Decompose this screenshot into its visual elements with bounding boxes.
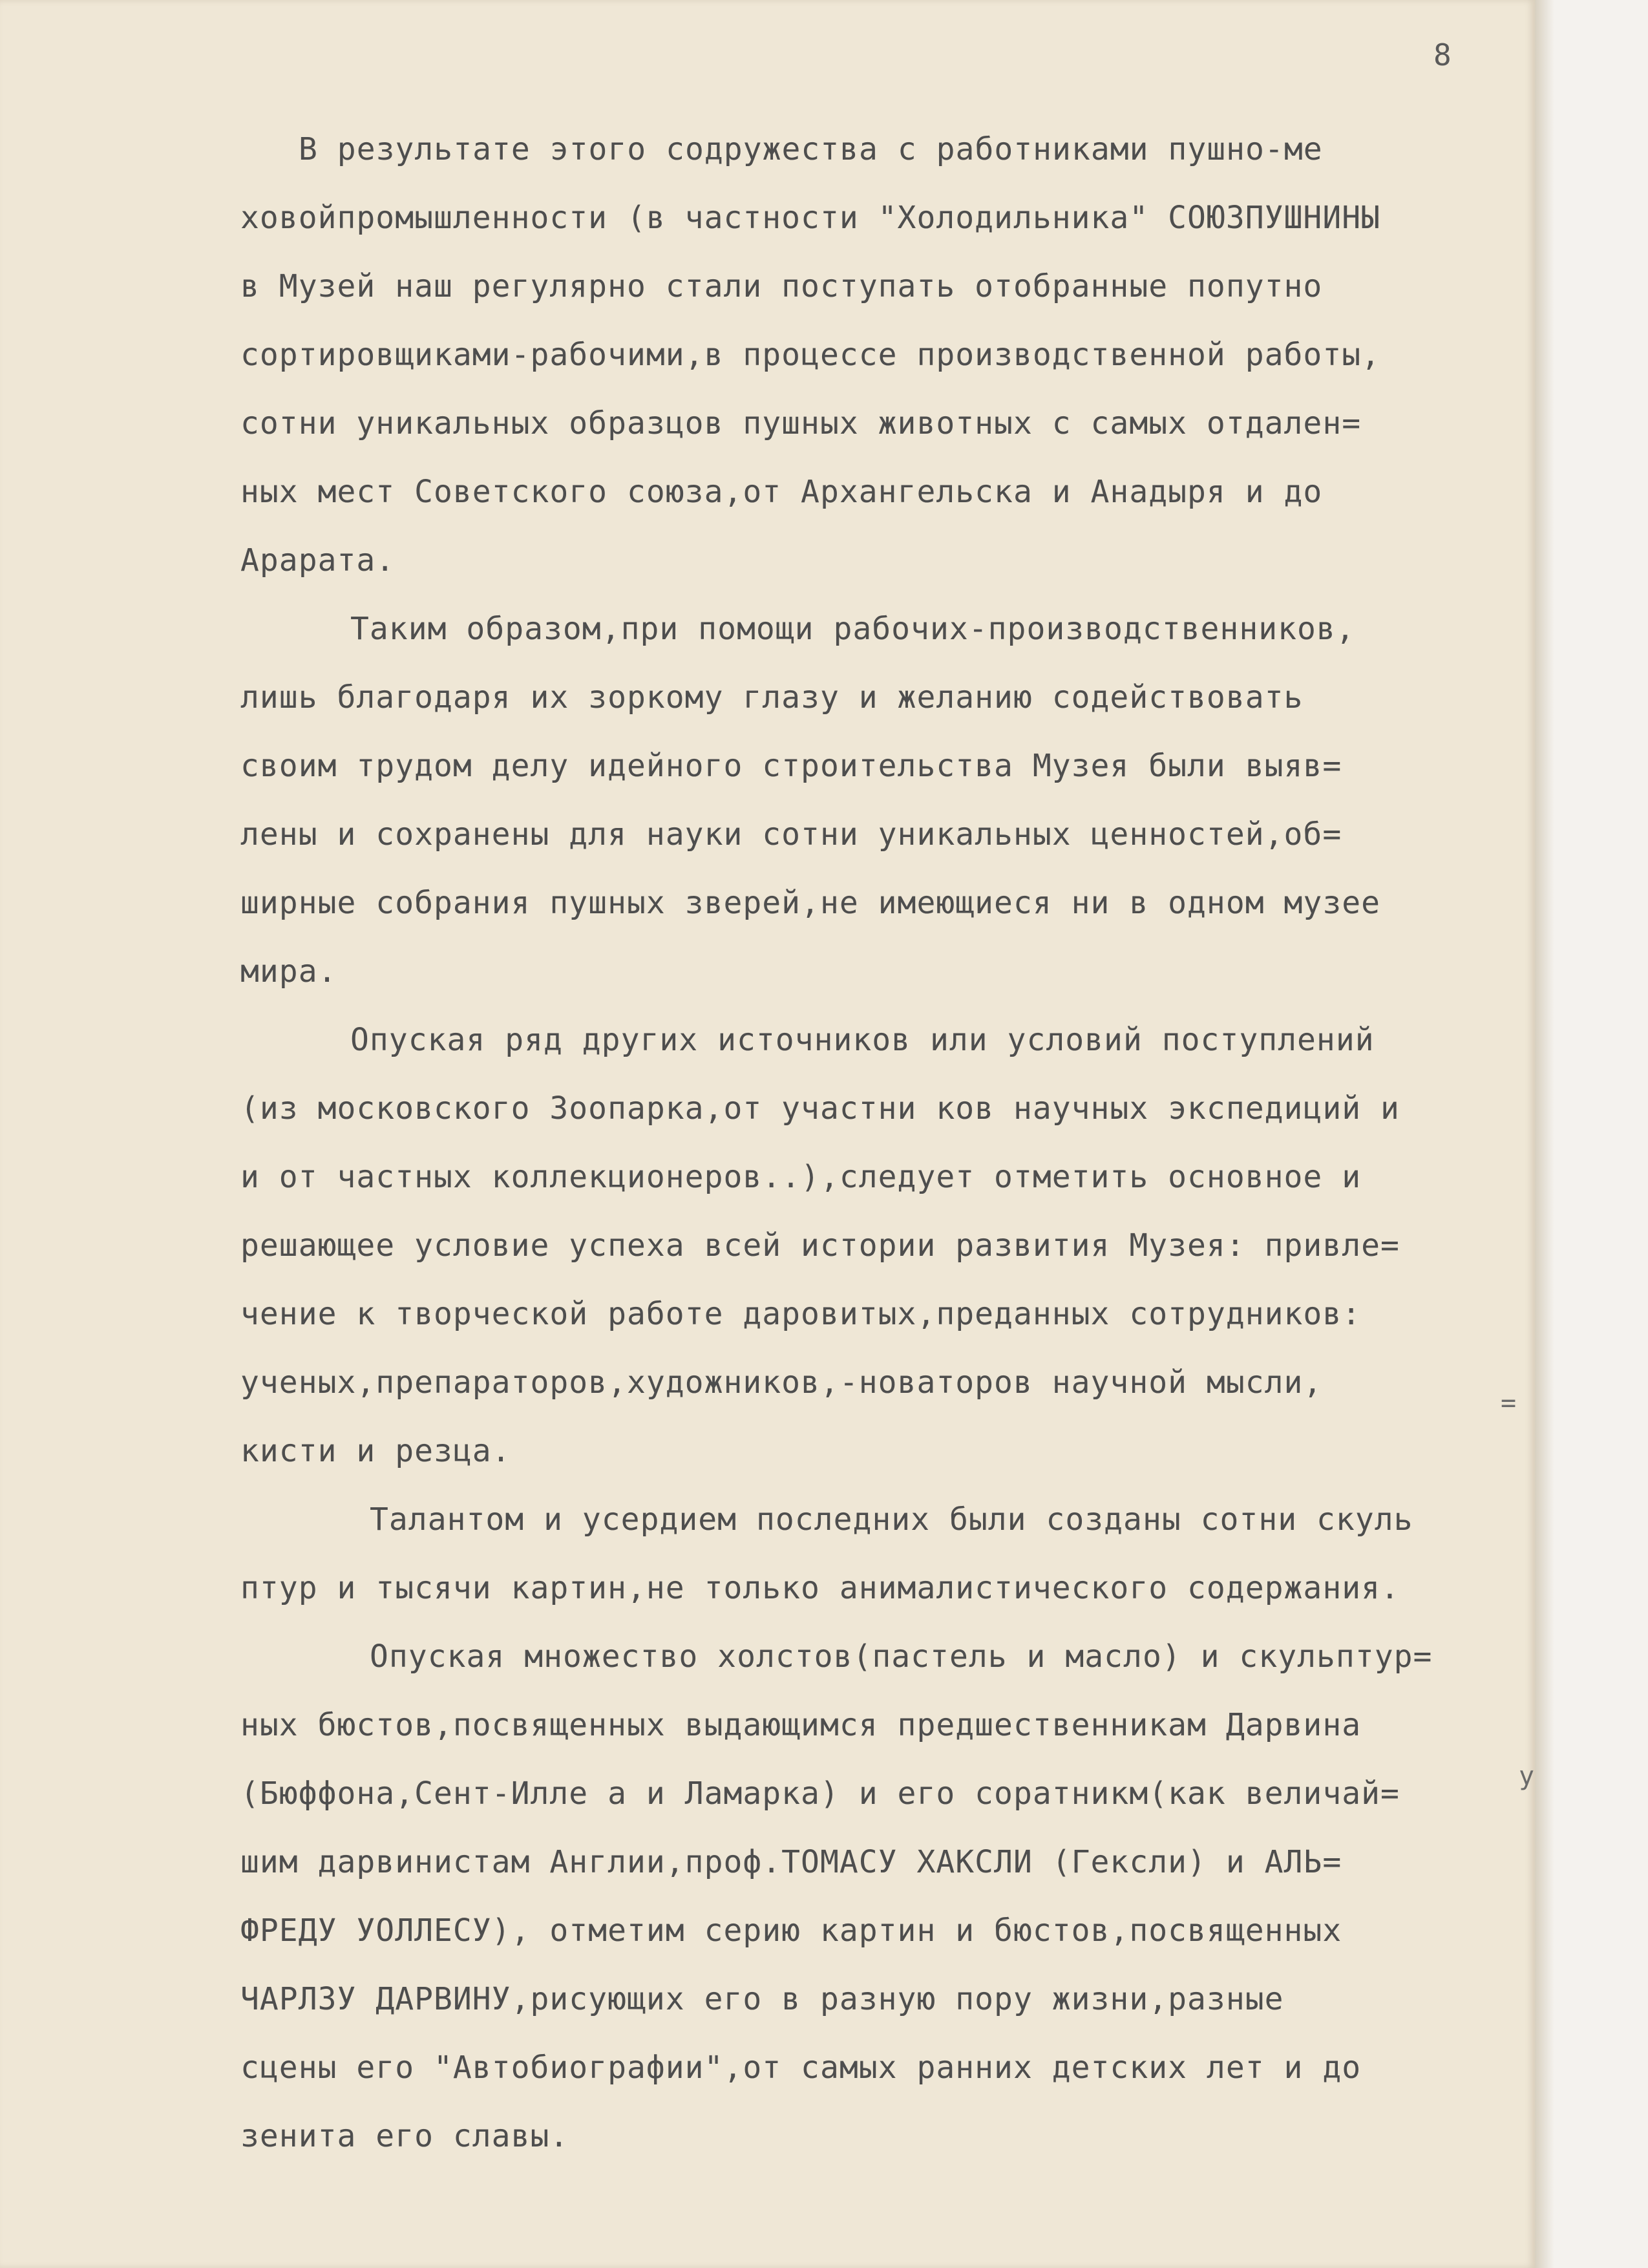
page-edge-shadow <box>1535 0 1554 2268</box>
text-line: и от частных коллекционеров..),следует отметить основное и <box>240 1159 1362 1195</box>
text-line: Опуская множество холстов(пастель и масло) и скульптур= <box>370 1638 1433 1675</box>
body-text <box>240 115 1527 2170</box>
text-line: птур и тысячи картин,не только анималистического содержания. <box>240 1570 1400 1606</box>
text-line: Таким образом,при помощи рабочих-производственников, <box>350 611 1355 647</box>
paragraph-2 <box>240 595 1527 1006</box>
text-line: ных бюстов,посвященных выдающимся предшественникам Дарвина <box>240 1707 1362 1743</box>
text-line: мира. <box>240 953 337 990</box>
text-line: ных мест Советского союза,от Архангельска и Анадыря и до <box>240 474 1323 510</box>
paragraph-3 <box>240 1006 1527 1485</box>
page-number: 8 <box>1433 37 1452 72</box>
margin-mark: у <box>1519 1761 1535 1791</box>
text-line: ховойпромышленности (в частности "Холодильника" СОЮЗПУШНИНЫ <box>240 200 1381 236</box>
text-line: кисти и резца. <box>240 1433 511 1469</box>
text-line: в Музей наш регулярно стали поступать отобранные попутно <box>240 268 1323 304</box>
text-line: ФРЕДУ УОЛЛЕСУ), отметим серию картин и бюстов,посвященных <box>240 1913 1342 1949</box>
text-line: сотни уникальных образцов пушных животных с самых отдален= <box>240 405 1362 441</box>
margin-mark: = <box>1501 1388 1517 1418</box>
text-line: Арарата. <box>240 542 396 578</box>
text-line: шим дарвинистам Англии,проф.ТОМАСУ ХАКСЛИ (Гексли) и АЛЬ= <box>240 1844 1342 1880</box>
paragraph-4 <box>240 1485 1527 1622</box>
text-line: Опуская ряд других источников или условий поступлений <box>350 1022 1375 1058</box>
paragraph-1 <box>240 115 1527 595</box>
text-line: ширные собрания пушных зверей,не имеющиеся ни в одном музее <box>240 885 1381 921</box>
text-line: зенита его славы. <box>240 2118 569 2154</box>
text-line: чение к творческой работе даровитых,преданных сотрудников: <box>240 1296 1362 1332</box>
text-line: В результате этого содружества с работниками пушно-ме <box>299 131 1323 167</box>
text-line: лишь благодаря их зоркому глазу и желанию содействовать <box>240 679 1304 715</box>
text-line: (Бюффона,Сент-Илле а и Ламарка) и его соратникм(как величай= <box>240 1775 1400 1812</box>
text-line: сортировщиками-рабочими,в процессе производственной работы, <box>240 337 1381 373</box>
text-line: ученых,препараторов,художников,-новаторов научной мысли, <box>240 1364 1323 1401</box>
text-line: ЧАРЛЗУ ДАРВИНУ,рисующих его в разную пору жизни,разные <box>240 1981 1284 2017</box>
text-line: (из московского Зоопарка,от участни ков научных экспедиций и <box>240 1090 1400 1127</box>
text-line: своим трудом делу идейного строительства Музея были выяв= <box>240 748 1342 784</box>
text-line: Талантом и усердием последних были созданы сотни скуль <box>370 1501 1413 1538</box>
text-line: сцены его "Автобиографии",от самых ранних детских лет и до <box>240 2050 1362 2086</box>
paragraph-5 <box>240 1622 1527 2170</box>
text-line: решающее условие успеха всей истории развития Музея: привле= <box>240 1227 1400 1264</box>
text-line: лены и сохранены для науки сотни уникальных ценностей,об= <box>240 816 1342 853</box>
